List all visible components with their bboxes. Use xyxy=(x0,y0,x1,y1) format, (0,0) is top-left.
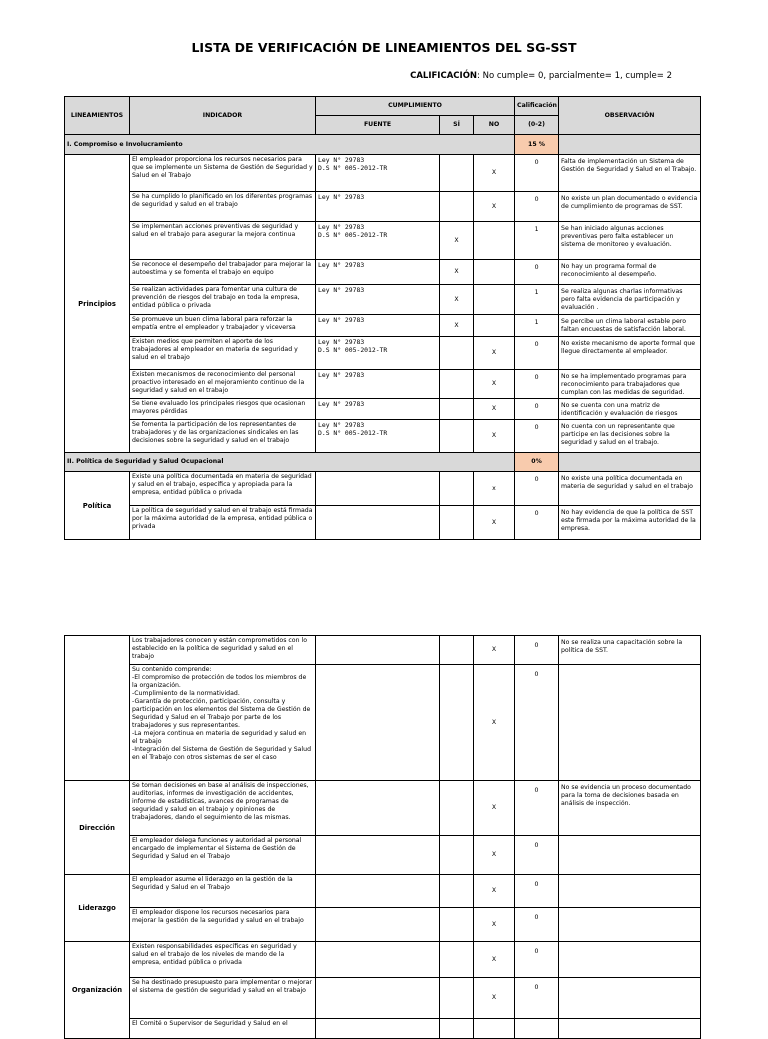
fuente-cell xyxy=(316,942,440,978)
no-cell: X xyxy=(474,781,515,836)
si-cell xyxy=(440,781,474,836)
indicador-cell: La política de seguridad y salud en el trabajo está firmada por la máxima autoridad de la empresa, entidad pública o privada xyxy=(130,506,316,540)
fuente-cell xyxy=(316,836,440,875)
fuente-cell: Ley N° 29783 xyxy=(316,315,440,337)
indicador-cell: Los trabajadores conocen y están comprometidos con lo establecido en la política de seguridad y salud en el trabajo xyxy=(130,636,316,665)
indicador-cell: El empleador dispone los recursos necesarios para mejorar la gestión de la seguridad y salud en el trabajo xyxy=(130,908,316,942)
fuente-cell xyxy=(316,506,440,540)
table-row xyxy=(65,908,701,942)
fuente-cell xyxy=(316,875,440,908)
no-cell: X xyxy=(474,875,515,908)
indicador-cell: Se tiene evaluado los principales riesgos que ocasionan mayores pérdidas xyxy=(130,399,316,420)
observacion-cell xyxy=(559,908,701,942)
calificacion-cell: 0 xyxy=(515,836,559,875)
indicador-cell: Existen medios que permiten el aporte de los trabajadores al empleador en materia de seguridad y salud en el trabajo xyxy=(130,337,316,370)
fuente-cell: Ley N° 29783 xyxy=(316,192,440,222)
fuente-cell: Ley N° 29783 D.S N° 005-2012-TR xyxy=(316,337,440,370)
calificacion-cell: 0 xyxy=(515,370,559,399)
si-cell xyxy=(440,472,474,506)
indicador-cell: Se toman decisiones en base al análisis de inspecciones, auditorias, informes de investigación de accidentes, informe de estadísticas, avances de programas de seguridad y salud en el trabajo y opiniones de trabajadores, dando el seguimiento de las mismas. xyxy=(130,781,316,836)
observacion-cell xyxy=(559,942,701,978)
calificacion-cell: 0 xyxy=(515,978,559,1019)
si-cell xyxy=(440,908,474,942)
checklist-table-page1 xyxy=(64,96,701,540)
indicador-cell: Se fomenta la participación de los representantes de trabajadores y de las organizaciones sindicales en las decisiones sobre la seguridad y salud en el trabajo xyxy=(130,420,316,453)
no-cell: X xyxy=(474,420,515,453)
header-observacion: OBSERVACIÓN xyxy=(559,97,701,135)
calificacion-cell: 0 xyxy=(515,875,559,908)
table-row xyxy=(65,836,701,875)
observacion-cell: No se ha implementado programas para reconocimiento para trabajadores que cumplan con las medidas de seguridad. xyxy=(559,370,701,399)
header-si: SÍ xyxy=(440,116,474,135)
group-label: Principios xyxy=(65,155,130,453)
table-row xyxy=(65,978,701,1019)
fuente-cell: Ley N° 29783 D.S N° 005-2012-TR xyxy=(316,222,440,260)
observacion-cell xyxy=(559,1019,701,1039)
si-cell xyxy=(440,506,474,540)
indicador-cell: Existen mecanismos de reconocimiento del personal proactivo interesado en el mejoramiento continuo de la seguridad y salud en el trabajo xyxy=(130,370,316,399)
observacion-cell: Se percibe un clima laboral estable pero faltan encuestas de satisfacción laboral. xyxy=(559,315,701,337)
observacion-cell: No se evidencia un proceso documentado para la toma de decisiones basada en análisis de inspección. xyxy=(559,781,701,836)
no-cell: x xyxy=(474,472,515,506)
si-cell xyxy=(440,636,474,665)
indicador-cell: Se reconoce el desempeño del trabajador para mejorar la autoestima y se fomenta el trabajo en equipo xyxy=(130,260,316,285)
fuente-cell: Ley N° 29783 xyxy=(316,285,440,315)
no-cell xyxy=(474,222,515,260)
table-row xyxy=(65,192,701,222)
calificacion-cell: 0 xyxy=(515,399,559,420)
header-cumplimiento: CUMPLIMIENTO xyxy=(316,97,515,116)
calificacion-cell: 1 xyxy=(515,285,559,315)
indicador-cell: Se ha cumplido lo planificado en los diferentes programas de seguridad y salud en el trabajo xyxy=(130,192,316,222)
observacion-cell: No se realiza una capacitación sobre la política de SST. xyxy=(559,636,701,665)
table-row xyxy=(65,337,701,370)
calificacion-cell xyxy=(515,1019,559,1039)
indicador-cell: Se ha destinado presupuesto para implementar o mejorar el sistema de gestión de seguridad y salud en el trabajo xyxy=(130,978,316,1019)
calificacion-cell: 0 xyxy=(515,192,559,222)
fuente-cell: Ley N° 29783 xyxy=(316,370,440,399)
group-label-continued xyxy=(65,636,130,781)
no-cell: X xyxy=(474,370,515,399)
table-row xyxy=(65,260,701,285)
calificacion-cell: 0 xyxy=(515,636,559,665)
calificacion-cell: 0 xyxy=(515,665,559,781)
si-cell: X xyxy=(440,260,474,285)
section-title: II. Política de Seguridad y Salud Ocupacional xyxy=(65,453,515,472)
no-cell: X xyxy=(474,636,515,665)
calificacion-cell: 0 xyxy=(515,260,559,285)
table-row xyxy=(65,636,701,665)
calificacion-cell: 0 xyxy=(515,337,559,370)
calificacion-cell: 0 xyxy=(515,506,559,540)
calificacion-cell: 1 xyxy=(515,222,559,260)
checklist-table-page2 xyxy=(64,635,701,1039)
observacion-cell: No existe un plan documentado o evidencia de cumplimiento de programas de SST. xyxy=(559,192,701,222)
table-row xyxy=(65,222,701,260)
fuente-cell xyxy=(316,1019,440,1039)
fuente-cell: Ley N° 29783 D.S N° 005-2012-TR xyxy=(316,155,440,192)
group-label: Liderazgo xyxy=(65,875,130,942)
observacion-cell: Falta de implementación un Sistema de Gestión de Seguridad y Salud en el Trabajo. xyxy=(559,155,701,192)
observacion-cell xyxy=(559,978,701,1019)
si-cell: X xyxy=(440,315,474,337)
si-cell xyxy=(440,337,474,370)
fuente-cell: Ley N° 29783 xyxy=(316,260,440,285)
observacion-cell: No se cuenta con una matriz de identificación y evaluación de riesgos xyxy=(559,399,701,420)
header-fuente: FUENTE xyxy=(316,116,440,135)
indicador-cell: El empleador delega funciones y autoridad al personal encargado de implementar el Sistema de Gestión de Seguridad y Salud en el Trabajo xyxy=(130,836,316,875)
no-cell: X xyxy=(474,908,515,942)
indicador-cell: El Comité o Supervisor de Seguridad y Salud en el xyxy=(130,1019,316,1039)
observacion-cell: No existe mecanismo de aporte formal que llegue directamente al empleador. xyxy=(559,337,701,370)
indicador-cell: Existe una política documentada en materia de seguridad y salud en el trabajo, específica y apropiada para la empresa, entidad pública o privada xyxy=(130,472,316,506)
no-cell xyxy=(474,315,515,337)
fuente-cell xyxy=(316,665,440,781)
si-cell xyxy=(440,155,474,192)
fuente-cell: Ley N° 29783 D.S N° 005-2012-TR xyxy=(316,420,440,453)
no-cell: X xyxy=(474,192,515,222)
observacion-cell: No existe una política documentada en materia de seguridad y salud en el trabajo xyxy=(559,472,701,506)
no-cell: X xyxy=(474,942,515,978)
header-indicador: INDICADOR xyxy=(130,97,316,135)
no-cell: X xyxy=(474,506,515,540)
si-cell xyxy=(440,665,474,781)
si-cell: X xyxy=(440,285,474,315)
header-calificacion: Calificación xyxy=(515,97,559,116)
fuente-cell: Ley N° 29783 xyxy=(316,399,440,420)
table-row xyxy=(65,399,701,420)
si-cell: X xyxy=(440,222,474,260)
fuente-cell xyxy=(316,472,440,506)
si-cell xyxy=(440,420,474,453)
no-cell xyxy=(474,1019,515,1039)
indicador-cell: Se promueve un buen clima laboral para reforzar la empatía entre el empleador y trabajador y viceversa xyxy=(130,315,316,337)
indicador-cell: Existen responsabilidades específicas en seguridad y salud en el trabajo de los niveles de mando de la empresa, entidad pública o privada xyxy=(130,942,316,978)
table-row xyxy=(65,420,701,453)
observacion-cell xyxy=(559,665,701,781)
fuente-cell xyxy=(316,978,440,1019)
observacion-cell: Se han iniciado algunas acciones preventivas pero falta establecer un sistema de monitoreo y evaluación. xyxy=(559,222,701,260)
group-label: Dirección xyxy=(65,781,130,875)
observacion-cell: No hay evidencia de que la política de SST este firmada por la máxima autoridad de la empresa. xyxy=(559,506,701,540)
si-cell xyxy=(440,875,474,908)
si-cell xyxy=(440,399,474,420)
header-lineamientos: LINEAMIENTOS xyxy=(65,97,130,135)
table-row xyxy=(65,472,701,506)
si-cell xyxy=(440,836,474,875)
no-cell: X xyxy=(474,399,515,420)
table-row xyxy=(65,1019,701,1039)
calificacion-cell: 0 xyxy=(515,420,559,453)
indicador-cell: El empleador asume el liderazgo en la gestión de la Seguridad y Salud en el Trabajo xyxy=(130,875,316,908)
header-no: NO xyxy=(474,116,515,135)
no-cell: X xyxy=(474,836,515,875)
observacion-cell: Se realiza algunas charlas informativas pero falta evidencia de participación y evaluación . xyxy=(559,285,701,315)
group-label: Política xyxy=(65,472,130,540)
calificacion-cell: 0 xyxy=(515,472,559,506)
observacion-cell xyxy=(559,836,701,875)
observacion-cell xyxy=(559,875,701,908)
table-row xyxy=(65,315,701,337)
section-percent: 15 % xyxy=(515,135,559,155)
table-row xyxy=(65,370,701,399)
no-cell xyxy=(474,260,515,285)
calificacion-cell: 0 xyxy=(515,942,559,978)
calificacion-cell: 0 xyxy=(515,908,559,942)
si-cell xyxy=(440,978,474,1019)
no-cell: X xyxy=(474,978,515,1019)
fuente-cell xyxy=(316,636,440,665)
page-title: LISTA DE VERIFICACIÓN DE LINEAMIENTOS DEL SG-SST xyxy=(191,40,577,55)
section-percent: 0% xyxy=(515,453,559,472)
indicador-cell: Su contenido comprende: -El compromiso de protección de todos los miembros de la organización. -Cumplimiento de la normatividad. -Garantía de protección, participación, consulta y participación en los elementos del Sistema de Gestión de Seguridad y Salud en el Trabajo por parte de los trabajadores y sus representantes. -La mejora continua en materia de seguridad y salud en el trabajo -Integración del Sistema de Gestión de Seguridad y Salud en el Trabajo con otros sistemas de ser el caso xyxy=(130,665,316,781)
no-cell xyxy=(474,285,515,315)
observacion-cell: No hay un programa formal de reconocimiento al desempeño. xyxy=(559,260,701,285)
no-cell: X xyxy=(474,665,515,781)
section-title: I. Compromiso e Involucramiento xyxy=(65,135,515,155)
table-row xyxy=(65,665,701,781)
group-label: Organización xyxy=(65,942,130,1039)
observacion-cell: No cuenta con un representante que participe en las decisiones sobre la seguridad y salud en el trabajo. xyxy=(559,420,701,453)
calificacion-cell: 0 xyxy=(515,155,559,192)
si-cell xyxy=(440,942,474,978)
table-row xyxy=(65,506,701,540)
fuente-cell xyxy=(316,908,440,942)
indicador-cell: Se implementan acciones preventivas de seguridad y salud en el trabajo para asegurar la mejora continua xyxy=(130,222,316,260)
si-cell xyxy=(440,1019,474,1039)
table-row xyxy=(65,781,701,836)
table-row xyxy=(65,875,701,908)
si-cell xyxy=(440,370,474,399)
fuente-cell xyxy=(316,781,440,836)
table-row xyxy=(65,155,701,192)
table-row xyxy=(65,942,701,978)
table-row xyxy=(65,285,701,315)
calificacion-cell: 0 xyxy=(515,781,559,836)
no-cell: X xyxy=(474,337,515,370)
calificacion-legend: CALIFICACIÓN: No cumple= 0, parcialmente= 1, cumple= 2 xyxy=(410,71,672,81)
no-cell: X xyxy=(474,155,515,192)
calificacion-cell: 1 xyxy=(515,315,559,337)
indicador-cell: Se realizan actividades para fomentar una cultura de prevención de riesgos del trabajo en toda la empresa, entidad pública o privada xyxy=(130,285,316,315)
header-calificacion-range: (0-2) xyxy=(515,116,559,135)
indicador-cell: El empleador proporciona los recursos necesarios para que se implemente un Sistema de Gestión de Seguridad y Salud en el Trabajo xyxy=(130,155,316,192)
si-cell xyxy=(440,192,474,222)
